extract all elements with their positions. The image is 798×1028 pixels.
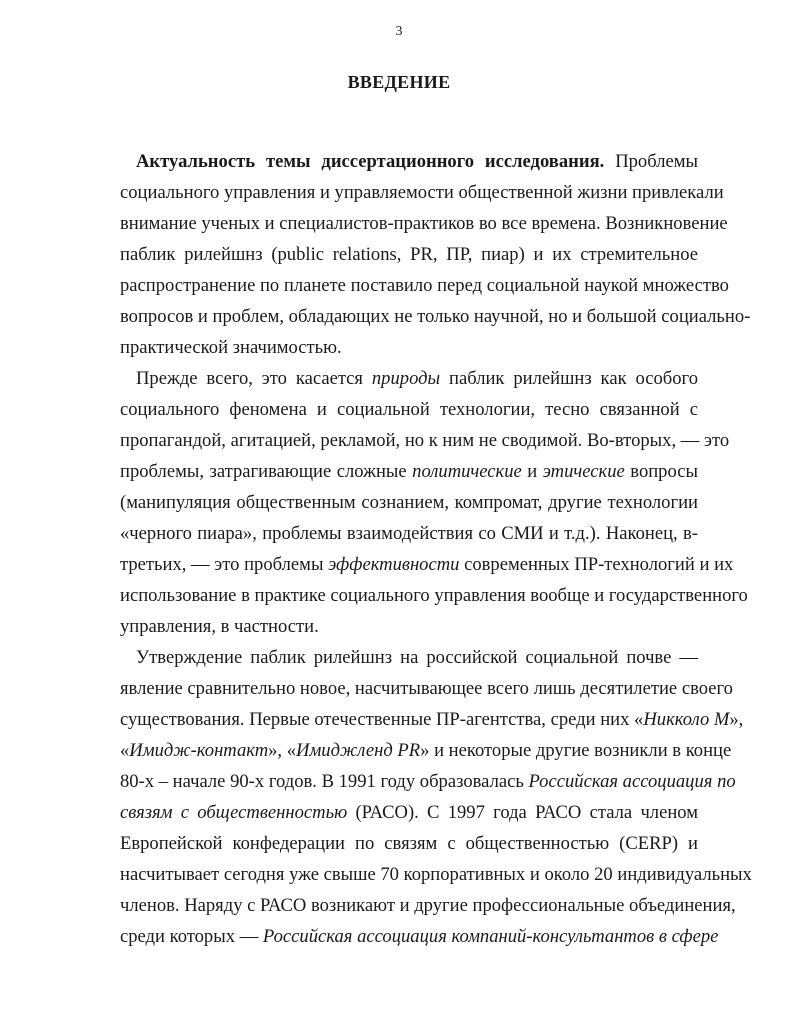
text-line bbox=[120, 677, 733, 701]
italic-run: связям с общественностью bbox=[120, 802, 348, 823]
text-run: явление сравнительно новое, насчитывающее всего лишь десятилетие своего bbox=[120, 678, 733, 699]
italic-run: Никколо М bbox=[643, 709, 730, 730]
text-line bbox=[120, 305, 751, 329]
text-line bbox=[120, 863, 752, 887]
italic-run: этические bbox=[542, 461, 625, 482]
text-run: среди которых — bbox=[120, 926, 263, 947]
text-line bbox=[120, 739, 732, 763]
text-line bbox=[120, 398, 698, 422]
text-run: « bbox=[120, 740, 130, 761]
italic-run: Имидж-контакт bbox=[129, 740, 269, 761]
text-line bbox=[136, 646, 698, 670]
text-line bbox=[120, 212, 728, 236]
text-run: вопросов и проблем, обладающих не только научной, но и большой социально- bbox=[120, 306, 751, 327]
italic-run: Российская ассоциация по bbox=[528, 771, 736, 792]
italic-run: эффективности bbox=[328, 554, 460, 575]
italic-run: политические bbox=[412, 461, 522, 482]
text-run: управления, в частности. bbox=[120, 616, 319, 637]
text-run: вопросы bbox=[624, 461, 698, 482]
text-run: «черного пиара», проблемы взаимодействия со СМИ и т.д.). Наконец, в- bbox=[120, 523, 698, 544]
text-line bbox=[120, 243, 698, 267]
text-line bbox=[120, 491, 698, 515]
text-run: распространение по планете поставило перед социальной наукой множество bbox=[120, 275, 729, 296]
text-run: паблик рилейшнз (public relations, PR, ПР, пиар) и их стремительное bbox=[120, 244, 698, 265]
text-line bbox=[120, 522, 698, 546]
text-line bbox=[120, 615, 698, 639]
text-run: насчитывает сегодня уже свыше 70 корпоративных и около 20 индивидуальных bbox=[120, 864, 752, 885]
text-run: существования. Первые отечественные ПР-агентства, среди них « bbox=[120, 709, 644, 730]
text-run: членов. Наряду с РАСО возникают и другие профессиональные объединения, bbox=[120, 895, 736, 916]
text-line bbox=[120, 832, 698, 856]
text-run: пропагандой, агитацией, рекламой, но к ним не сводимой. Во-вторых, — это bbox=[120, 430, 730, 451]
text-line bbox=[120, 274, 729, 298]
text-run: 80-х – начале 90-х годов. В 1991 году образовалась bbox=[120, 771, 529, 792]
text-run: и bbox=[521, 461, 543, 482]
text-run: проблемы, затрагивающие сложные bbox=[120, 461, 413, 482]
text-run: современных ПР-технологий и их bbox=[459, 554, 734, 575]
text-run: социального феномена и социальной технологии, тесно связанной с bbox=[120, 399, 698, 420]
text-line bbox=[120, 708, 744, 732]
text-line bbox=[136, 367, 698, 391]
italic-run: Имиджленд PR bbox=[296, 740, 421, 761]
page-number: 3 bbox=[395, 24, 403, 39]
text-line bbox=[120, 894, 736, 918]
text-run: », bbox=[729, 709, 744, 730]
text-run: (РАСО). С 1997 года РАСО стала членом bbox=[347, 802, 698, 823]
text-run: третьих, — это проблемы bbox=[120, 554, 329, 575]
section-heading: ВВЕДЕНИЕ bbox=[347, 72, 451, 92]
text-run: Проблемы bbox=[604, 151, 698, 172]
text-line bbox=[136, 150, 698, 174]
text-run: практической значимостью. bbox=[120, 337, 342, 358]
text-line bbox=[120, 770, 736, 794]
italic-run: Российская ассоциация компаний-консультантов в сфере bbox=[262, 926, 719, 947]
text-run: использование в практике социального управления вообще и государственного bbox=[120, 585, 748, 606]
text-run: социального управления и управляемости общественной жизни привлекали bbox=[120, 182, 724, 203]
text-line bbox=[120, 584, 748, 608]
text-line bbox=[120, 925, 719, 949]
text-run: », « bbox=[268, 740, 297, 761]
text-run: паблик рилейшнз как особого bbox=[440, 368, 699, 389]
text-run: » и некоторые другие возникли в конце bbox=[420, 740, 732, 761]
text-line bbox=[120, 801, 698, 825]
text-run: внимание ученых и специалистов-практиков во все времена. Возникновение bbox=[120, 213, 728, 234]
text-run: Европейской конфедерации по связям с общественностью (CERP) и bbox=[120, 833, 698, 854]
text-run: Утверждение паблик рилейшнз на российской социальной почве — bbox=[136, 647, 698, 668]
text-line bbox=[120, 181, 724, 205]
italic-run: природы bbox=[371, 368, 441, 389]
text-run: Прежде всего, это касается bbox=[136, 368, 372, 389]
text-line bbox=[120, 429, 730, 453]
bold-run: Актуальность темы диссертационного исследования. bbox=[136, 151, 605, 172]
text-line bbox=[120, 460, 698, 484]
text-line bbox=[120, 553, 734, 577]
text-run: (манипуляция общественным сознанием, компромат, другие технологии bbox=[120, 492, 698, 513]
text-line bbox=[120, 336, 698, 360]
